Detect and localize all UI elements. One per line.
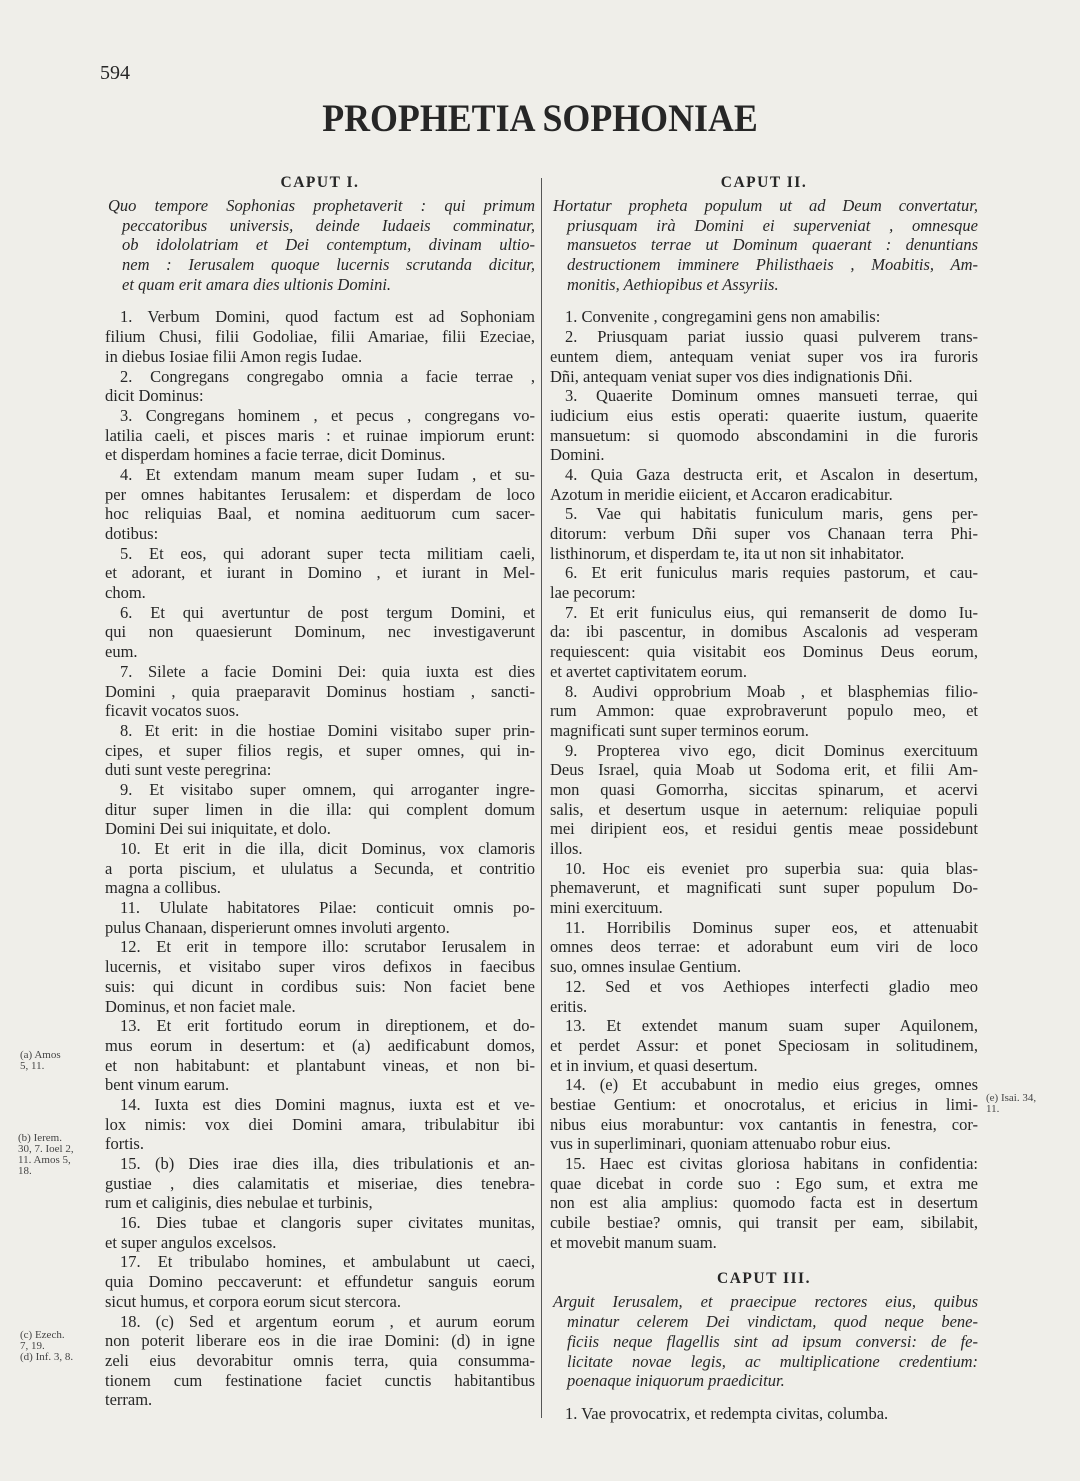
verse-line: 3. Quaerite Dominum omnes mansueti terrae, qui: [565, 386, 978, 406]
verse-line: 8. Et erit: in die hostiae Domini visitabo super prin-: [120, 720, 535, 740]
verse-line: 10. Et erit in die illa, dicit Dominus, vox clamoris: [120, 839, 535, 858]
verse-line: Domini , quia praeparavit Dominus hostiam , sancti-: [105, 681, 535, 701]
page-title: PROPHETIA SOPHONIAE: [322, 97, 758, 140]
verse-line: da: ibi pascentur, in domibus Ascalonis ad vesperam: [550, 622, 978, 642]
verse-line: bent vinum earum.: [105, 1075, 230, 1095]
verse-line: 9. Et visitabo super omnem, qui arroganter ingre-: [120, 779, 535, 799]
column-divider: [541, 178, 542, 1418]
verse: [105, 662, 535, 721]
verse-line: mon quasi Gomorrha, siccitas spinarum, et acervi: [550, 779, 978, 799]
verse-line: 5. Et eos, qui adorant super tecta militiam caeli,: [120, 543, 535, 563]
margin-note-line: (b) Ierem.: [18, 1132, 62, 1144]
verse-line: Domini.: [550, 445, 605, 465]
verse: [550, 386, 978, 465]
verse-line: 14. Iuxta est dies Domini magnus, iuxta est et ve-: [120, 1094, 535, 1114]
verse-line: zeli eius devorabitur omnis terra, quia consumma-: [105, 1350, 535, 1370]
verse-line: et super angulos excelsos.: [105, 1232, 277, 1252]
verse: [550, 327, 978, 386]
verse-line: salis, et desertum usque in aeternum: reliquiae populi: [550, 799, 978, 819]
verse-line: qui non quaesierunt Dominum, nec investigaverunt: [105, 622, 535, 642]
summary-line: Hortatur propheta populum ut ad Deum convertatur,: [553, 196, 978, 215]
verse-line: magna a collibus.: [105, 878, 221, 898]
verse: [105, 937, 535, 1016]
verse-line: et disperdam homines a facie terrae, dicit Dominus.: [105, 445, 446, 465]
verse-line: latilia caeli, et pisces maris : et ruinae impiorum erunt:: [105, 425, 535, 445]
verse-line: a porta piscium, et ululatus a Secunda, et contritio: [105, 858, 535, 878]
verse-line: requiescent: quia visitabit eos Dominus Deus eorum,: [550, 642, 978, 662]
verse-line: fortis.: [105, 1134, 144, 1154]
verse: [550, 465, 978, 504]
verse-line: et in invium, et quasi desertum.: [550, 1055, 758, 1075]
verse-line: 6. Et erit funiculus maris requies pastorum, et cau-: [565, 563, 978, 583]
verse-line: 7. Silete a facie Domini Dei: quia iuxta est dies: [120, 661, 535, 681]
verse: [550, 859, 978, 918]
verse: [550, 741, 978, 859]
verse: [105, 307, 535, 366]
verse-line: 17. Et tribulabo homines, et ambulabunt ut caeci,: [120, 1252, 535, 1272]
verse-line: ficavit vocatos suos.: [105, 701, 240, 721]
verse: [105, 839, 535, 898]
verse-line: Azotum in meridie eiicient, et Accaron eradicabitur.: [550, 484, 893, 504]
verse-line: quae dicebat in corde suo : Ego sum, et extra me: [550, 1173, 978, 1193]
verse: [105, 721, 535, 780]
verse-line: 10. Hoc eis eveniet pro superbia sua: quia blas-: [565, 858, 978, 878]
verse-line: bestiae Gentium: et onocrotalus, et ericius in limi-: [550, 1094, 978, 1114]
verse-line: iudicium eius estis operati: quaerite iustum, quaerite: [550, 405, 978, 425]
verse: [105, 898, 535, 937]
verse: [105, 780, 535, 839]
margin-note: [986, 1093, 1076, 1115]
verse: [105, 406, 535, 465]
summary-line: poenaque iniquorum praedicitur.: [567, 1371, 785, 1391]
verse-line: cubile bestiae? omnis, qui transit per eam, sibilabit,: [550, 1213, 978, 1233]
verse-line: 1. Vae provocatrix, et redempta civitas, columba.: [565, 1403, 889, 1423]
summary-line: mansuetos terrae ut Dominum quaerant : denuntians: [567, 235, 978, 255]
verse-line: eritis.: [550, 996, 588, 1016]
verse: [550, 682, 978, 741]
verse-line: 2. Priusquam pariat iussio quasi pulverem trans-: [565, 327, 978, 347]
verse-line: lox nimis: vox diei Domini amara, tribulabitur ibi: [105, 1114, 535, 1134]
verse-line: gustiae , dies calamitatis et miseriae, dies tenebra-: [105, 1173, 535, 1193]
verse: [550, 1075, 978, 1154]
verse-line: 2. Congregans congregabo omnia a facie terrae ,: [120, 366, 535, 386]
verse: [105, 603, 535, 662]
margin-note-line: 30, 7. Ioel 2,: [18, 1143, 74, 1155]
summary-line: peccatoribus universis, deinde Iudaeis comminatur,: [122, 215, 535, 235]
verse-line: 11. Horribilis Dominus super eos, et attenuabit: [565, 917, 978, 937]
verse-line: 7. Et erit funiculus eius, qui remanserit de domo Iu-: [565, 602, 978, 622]
verse-line: ditorum: verbum Dñi super vos Chanaan terra Phi-: [550, 524, 978, 543]
margin-note: [20, 1330, 100, 1363]
verse-line: omnes deos terrae: et adorabunt eum viri de loco: [550, 937, 978, 957]
verse-line: suo, omnes insulae Gentium.: [550, 957, 742, 977]
chapter-summary: [550, 1292, 978, 1390]
verse-line: 6. Et qui avertuntur de post tergum Domini, et: [120, 602, 535, 622]
verse-line: 16. Dies tubae et clangoris super civitates munitas,: [120, 1213, 535, 1233]
verse: [550, 504, 978, 563]
verse-line: vus in superliminari, quoniam attenuabo robur eius.: [550, 1134, 891, 1154]
verse: [550, 918, 978, 977]
verse-line: suis: qui dicunt in cordibus suis: Non faciet bene: [105, 976, 535, 996]
verse-line: 1. Verbum Domini, quod factum est ad Sophoniam: [120, 307, 535, 327]
verse-line: 13. Et extendet manum suam super Aquilonem,: [565, 1016, 978, 1036]
margin-note-line: (e) Isai. 34,: [986, 1092, 1037, 1104]
margin-note-line: 11.: [986, 1103, 1000, 1115]
verse-line: et avertet captivitatem eorum.: [550, 661, 747, 681]
verse: [550, 1154, 978, 1252]
summary-line: et quam erit amara dies ultionis Domini.: [122, 274, 392, 294]
verse-line: 1. Convenite , congregamini gens non amabilis:: [565, 307, 881, 327]
margin-note-line: 11. Amos 5,: [18, 1154, 71, 1166]
verse-line: in diebus Iosiae filii Amon regis Iudae.: [105, 346, 363, 366]
summary-line: minatur celerem Dei vindictam, quod neque bene-: [567, 1312, 978, 1332]
verse: [105, 465, 535, 544]
verse-line: illos.: [550, 839, 583, 858]
verse-line: et non habitabunt: et plantabunt vineas, et non bi-: [105, 1055, 535, 1075]
verse-line: cipes, et super filios regis, et super omnes, qui in-: [105, 740, 535, 760]
summary-line: nem : Ierusalem quoque lucernis scrutanda dicitur,: [122, 255, 535, 275]
verse-line: 11. Ululate habitatores Pilae: conticuit omnis po-: [120, 898, 535, 918]
verse-line: magnificati sunt super terminos eorum.: [550, 720, 809, 740]
verse-line: Dominus, et non faciet male.: [105, 996, 296, 1016]
verse: [550, 563, 978, 602]
margin-note: [18, 1133, 98, 1177]
verse-line: 4. Quia Gaza destructa erit, et Ascalon in desertum,: [565, 464, 978, 484]
verse: [105, 544, 535, 603]
verse-line: 13. Et erit fortitudo eorum in direptionem, et do-: [120, 1016, 535, 1036]
verse-line: mus eorum in desertum: et (a) aedificabunt domos,: [105, 1035, 535, 1055]
verse-line: dotibus:: [105, 524, 159, 543]
verse-line: hoc reliquias Baal, et nomina aedituorum cum sacer-: [105, 504, 535, 524]
verse-line: pulus Chanaan, disperierunt omnes involuti argento.: [105, 917, 450, 937]
verse: [550, 1016, 978, 1075]
margin-note-line: 7, 19.: [20, 1340, 45, 1352]
verse-line: 8. Audivi opprobrium Moab , et blasphemias filio-: [565, 681, 978, 701]
verse-line: terram.: [105, 1390, 153, 1410]
verse: [105, 1154, 535, 1213]
verse-line: lae pecorum:: [550, 583, 636, 603]
verse-line: filium Chusi, filii Godoliae, filii Amariae, filii Ezeciae,: [105, 327, 535, 347]
summary-line: Quo tempore Sophonias prophetaverit : qui primum: [108, 196, 535, 215]
verse-line: 15. Haec est civitas gloriosa habitans in confidentia:: [565, 1154, 978, 1173]
summary-line: Arguit Ierusalem, et praecipue rectores eius, quibus: [553, 1292, 978, 1312]
margin-note-line: 18.: [18, 1165, 32, 1177]
verse-line: 9. Propterea vivo ego, dicit Dominus exercituum: [565, 740, 978, 760]
verse-line: listhinorum, et disperdam te, ita ut non sit inhabitator.: [550, 543, 905, 563]
verse: [105, 367, 535, 406]
verse-line: ditur super limen in die illa: qui complent domum: [105, 799, 535, 819]
verse: [105, 1213, 535, 1252]
verse-line: per omnes habitantes Ierusalem: et disperdam de loco: [105, 484, 535, 504]
verse: [105, 1312, 535, 1410]
verse-line: eum.: [105, 642, 138, 662]
verse-line: rum et caliginis, dies nebulae et turbinis,: [105, 1193, 373, 1213]
verse-line: non est alia amplius: quomodo facta est in desertum: [550, 1193, 978, 1213]
verse-line: Deus Israel, quia Moab ut Sodoma erit, et filii Am-: [550, 760, 978, 780]
verse-line: 18. (c) Sed et argentum eorum , et aurum eorum: [120, 1311, 535, 1331]
verse-line: 5. Vae qui habitatis funiculum maris, gens per-: [565, 504, 978, 524]
page-number: 594: [100, 62, 130, 84]
verse-line: phemaverunt, et magnificati sunt super populum Do-: [550, 878, 978, 898]
margin-note-line: (c) Ezech.: [20, 1329, 65, 1341]
chapter-heading: CAPUT III.: [717, 1270, 811, 1288]
verse-line: 4. Et extendam manum meam super Iudam , et su-: [120, 464, 535, 484]
verse-line: lucernis, et visitabo super viros defixos in faecibus: [105, 957, 535, 977]
summary-line: ob idololatriam et Dei contemptum, divinam ultio-: [122, 235, 535, 255]
verse-line: duti sunt veste peregrina:: [105, 760, 272, 780]
summary-line: priusquam irà Domini ei superveniat , omnesque: [567, 215, 978, 235]
verse-line: nibus eius morabuntur: vox cantantis in fenestra, cor-: [550, 1114, 978, 1134]
verse-line: mansuetum: si quomodo abscondamini in die furoris: [550, 425, 978, 445]
chapter-summary: [550, 196, 978, 294]
verse-line: sicut humus, et corpora eorum sicut stercora.: [105, 1291, 401, 1311]
verse-line: 12. Sed et vos Aethiopes interfecti gladio meo: [565, 976, 978, 996]
right-column: [550, 170, 978, 1424]
verse: [550, 977, 978, 1016]
summary-line: ficiis neque flagellis sint ad ipsum conversi: de fe-: [567, 1331, 978, 1351]
summary-line: destructionem imminere Philisthaeis , Moabitis, Am-: [567, 255, 978, 275]
verse-line: dicit Dominus:: [105, 386, 204, 406]
verse-line: 15. (b) Dies irae dies illa, dies tribulationis et an-: [120, 1154, 535, 1173]
verse-line: et movebit manum suam.: [550, 1232, 717, 1252]
verse-line: Domini Dei sui iniquitate, et dolo.: [105, 819, 331, 839]
verse-line: rum Ammon: quae exprobraverunt populo meo, et: [550, 701, 978, 721]
margin-note-line: (d) Inf. 3, 8.: [20, 1351, 74, 1363]
verse-line: mei diripient eos, et residui gentis meae possidebunt: [550, 819, 978, 839]
verse-line: euntem diem, antequam veniat super vos ira furoris: [550, 346, 978, 366]
verse: [105, 1016, 535, 1095]
verse-line: chom.: [105, 583, 146, 603]
verse: [105, 1095, 535, 1154]
chapter-heading: CAPUT I.: [280, 174, 360, 191]
left-column: [105, 170, 535, 1410]
margin-note: [20, 1050, 98, 1072]
chapter-summary: [105, 196, 535, 294]
verse-line: non poterit liberare eos in die irae Domini: (d) in igne: [105, 1331, 535, 1351]
verse-line: et perdet Assur: et ponet Speciosam in solitudinem,: [550, 1035, 978, 1055]
margin-note-line: 5, 11.: [20, 1060, 45, 1072]
summary-line: monitis, Aethiopibus et Assyriis.: [567, 274, 779, 294]
margin-note-line: (a) Amos: [20, 1049, 61, 1061]
verse: [550, 603, 978, 682]
verse-line: 12. Et erit in tempore illo: scrutabor Ierusalem in: [120, 937, 535, 957]
verse-line: Dñi, antequam veniat super vos dies indignationis Dñi.: [550, 366, 913, 386]
chapter-heading: CAPUT II.: [720, 174, 808, 191]
verse-line: quia Domino peccaverunt: et effundetur sanguis eorum: [105, 1272, 535, 1292]
verse: [550, 307, 978, 327]
verse-line: et adorant, et iurant in Domino , et iurant in Mel-: [105, 563, 535, 583]
verse-line: mini exercituum.: [550, 898, 663, 918]
verse: [550, 1404, 978, 1424]
verse: [105, 1252, 535, 1311]
summary-line: licitate novae legis, ac multiplicatione credentium:: [567, 1351, 978, 1371]
verse-line: 14. (e) Et accubabunt in medio eius greges, omnes: [565, 1075, 978, 1095]
verse-line: tionem cum festinatione faciet cunctis habitantibus: [105, 1370, 535, 1390]
verse-line: 3. Congregans hominem , et pecus , congregans vo-: [120, 405, 535, 425]
